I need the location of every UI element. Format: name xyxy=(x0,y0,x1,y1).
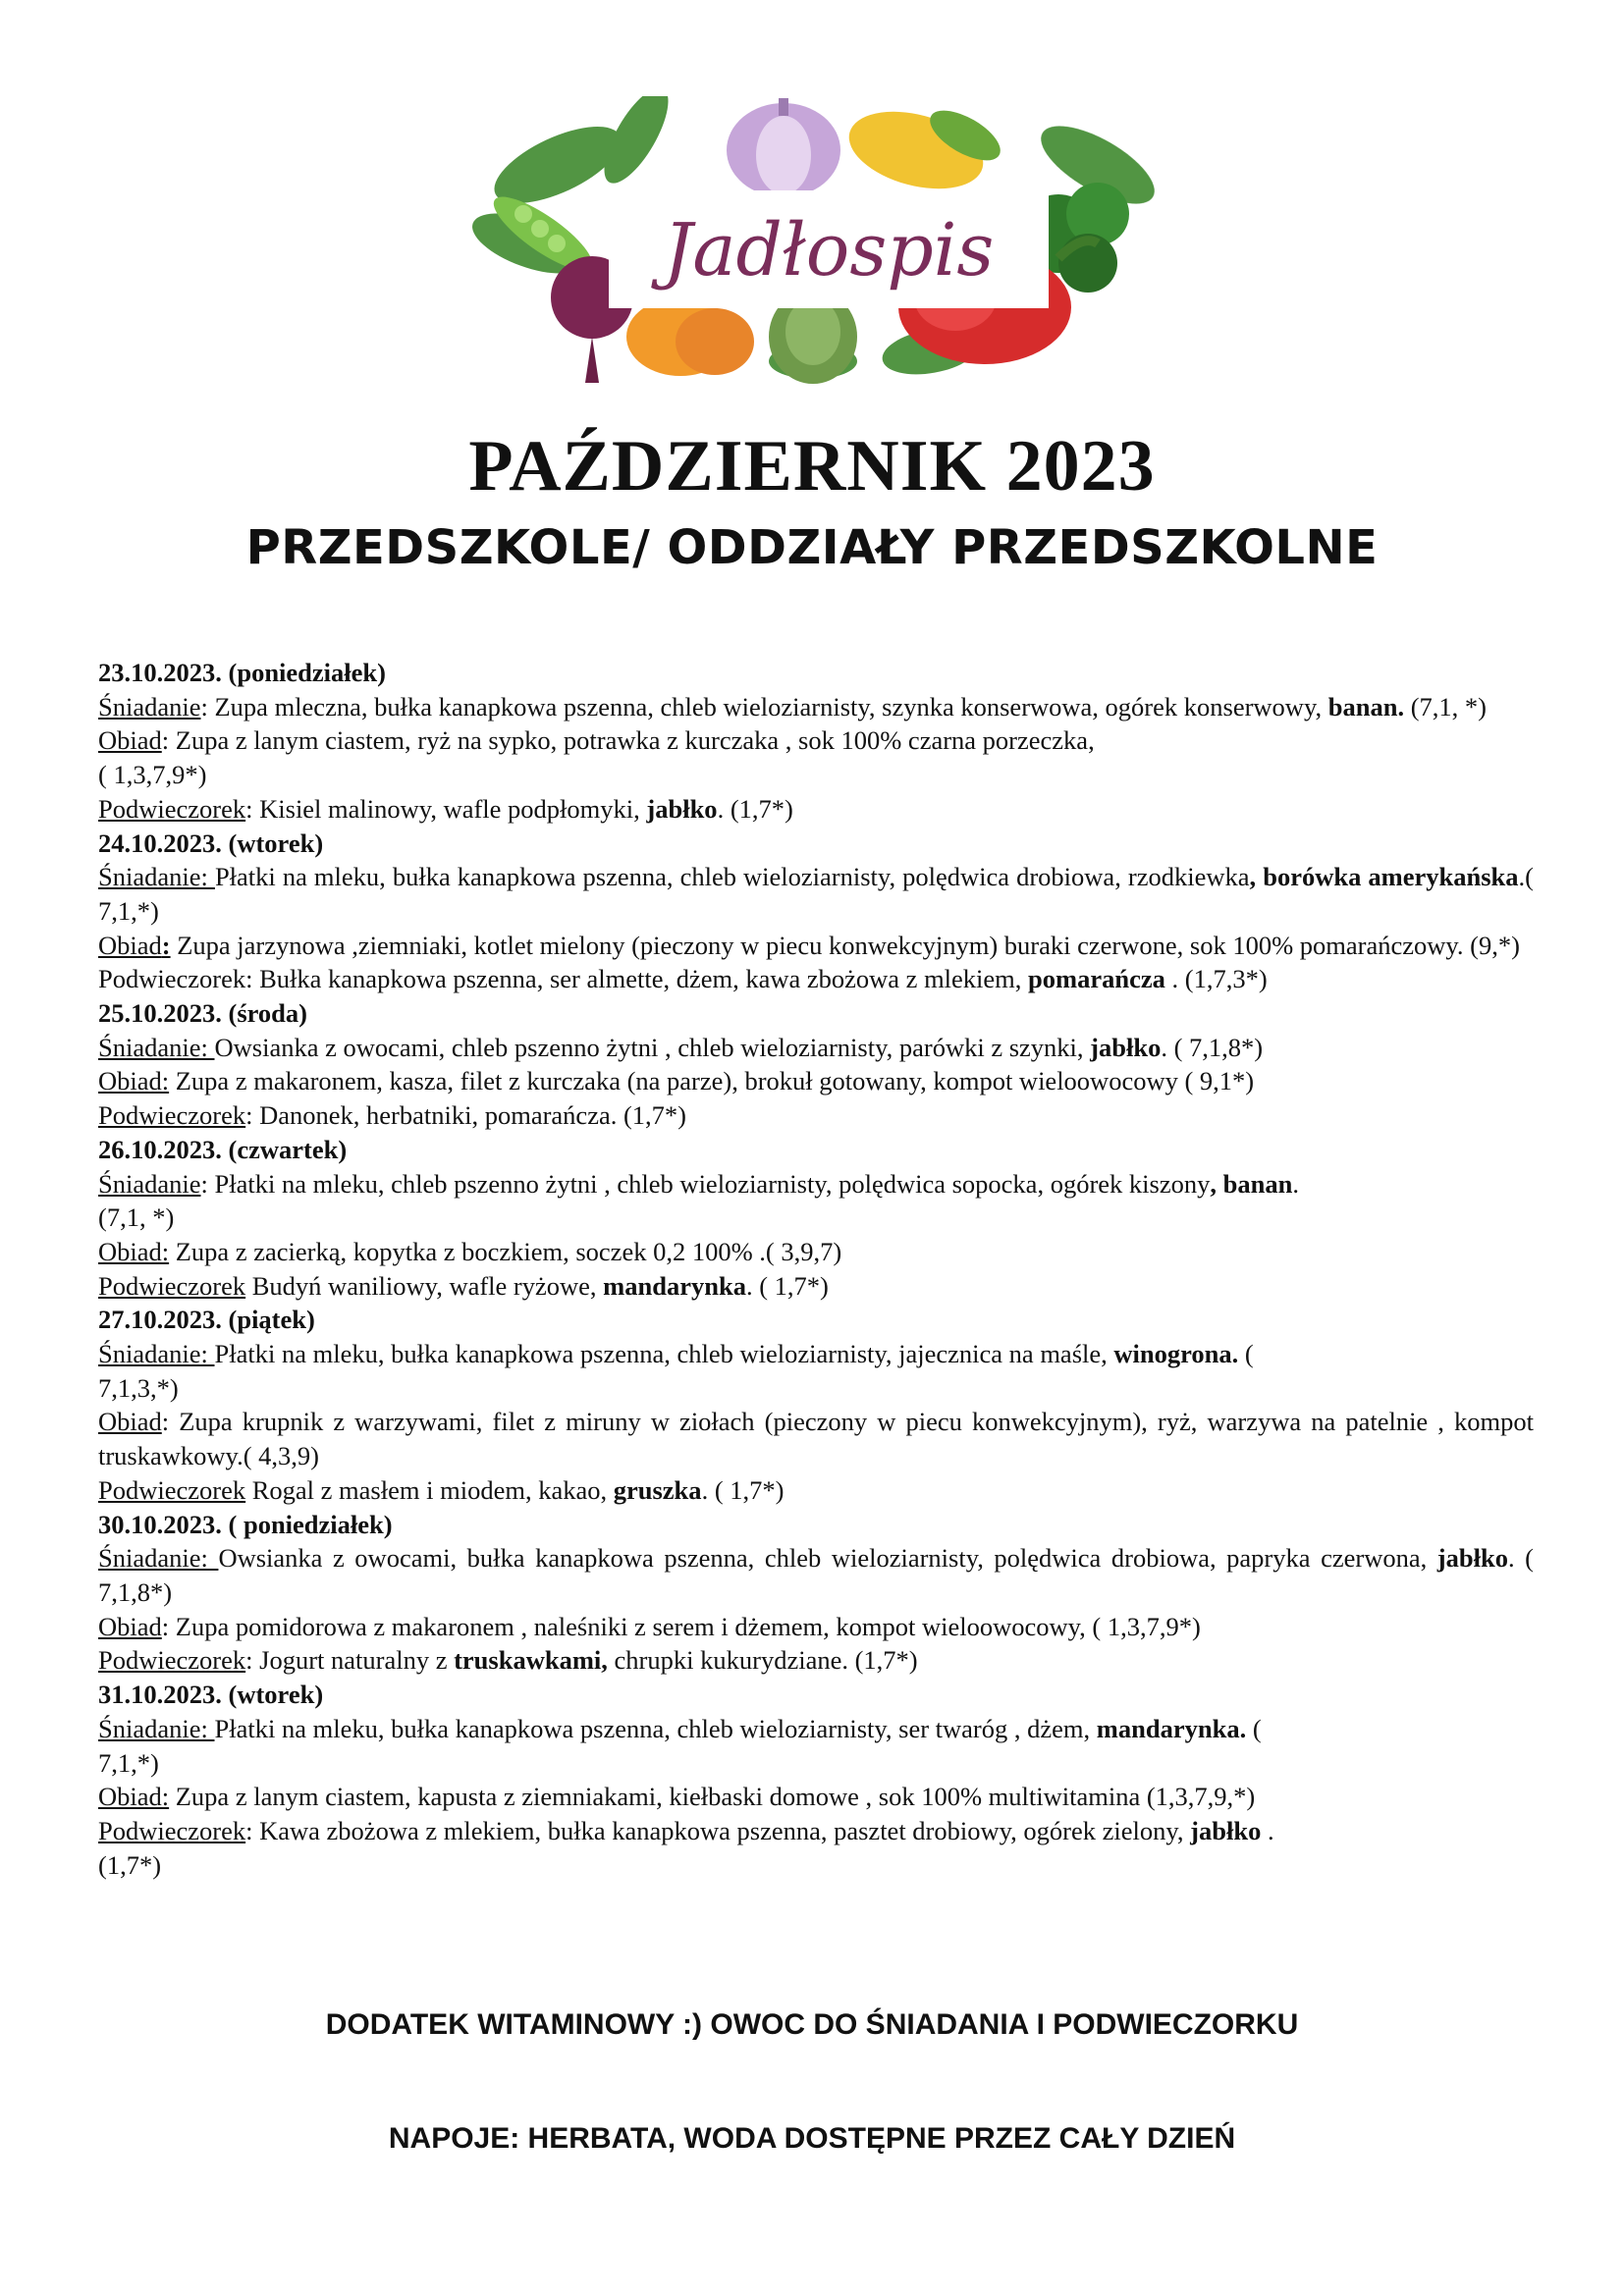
snack-fruit: mandarynka xyxy=(603,1270,746,1301)
day-entry xyxy=(98,827,1534,997)
snack-fruit: pomarańcza xyxy=(1028,964,1165,994)
snack-text: Bułka kanapkowa pszenna, ser almette, dżem, kawa zbożowa z mlekiem, xyxy=(259,964,1029,994)
breakfast-fruit: winogrona. xyxy=(1113,1339,1239,1369)
day-date: 23.10.2023. (poniedziałek) xyxy=(98,658,386,687)
snack-separator: : xyxy=(245,964,260,994)
snack-label: Podwieczorek xyxy=(98,964,246,994)
snack-line xyxy=(98,1473,1534,1508)
breakfast-allergens-line: 7,1,*) xyxy=(98,1747,159,1778)
breakfast-text: Płatki na mleku, chleb pszenno żytni , chleb wieloziarnisty, polędwica sopocka, ogórek kiszony xyxy=(214,1168,1211,1199)
snack-line xyxy=(98,1269,1534,1304)
breakfast-fruit: , banan xyxy=(1210,1168,1293,1199)
day-entry xyxy=(98,656,1534,827)
lunch-line xyxy=(98,1064,1534,1098)
breakfast-label: Śniadanie: xyxy=(98,862,215,892)
day-entry xyxy=(98,1508,1534,1679)
snack-separator xyxy=(245,1475,252,1505)
breakfast-fruit: mandarynka. xyxy=(1096,1713,1247,1743)
lunch-line xyxy=(98,1610,1534,1644)
header xyxy=(0,426,1624,575)
breakfast-allergens: (7,1, *) xyxy=(1404,691,1487,721)
lunch-separator: : xyxy=(161,930,171,960)
lunch-separator: : xyxy=(161,1611,176,1641)
lunch-text: Zupa pomidorowa z makaronem , naleśniki z serem i dżemem, kompot wieloowocowy, ( 1,3,7,9*) xyxy=(175,1611,1201,1641)
snack-allergens: . ( 1,7*) xyxy=(745,1270,829,1301)
lunch-separator xyxy=(169,1782,176,1811)
snack-label: Podwieczorek xyxy=(98,1474,246,1505)
snack-line xyxy=(98,792,1534,827)
breakfast-text: Zupa mleczna, bułka kanapkowa pszenna, chleb wieloziarnisty, szynka konserwowa, ogórek konserwowy, xyxy=(214,691,1328,721)
breakfast-allergens: . ( 7,1,8*) xyxy=(98,1543,1534,1607)
day-entry xyxy=(98,1303,1534,1507)
snack-label: Podwieczorek xyxy=(98,1815,246,1845)
snack-line xyxy=(98,1643,1534,1678)
lunch-line xyxy=(98,1405,1534,1472)
breakfast-fruit: , borówka amerykańska xyxy=(1249,862,1519,892)
day-date: 31.10.2023. (wtorek) xyxy=(98,1680,324,1710)
lunch-text: Zupa z makaronem, kasza, filet z kurczaka (na parze), brokuł gotowany, kompot wieloowocowy ( 9,1*) xyxy=(175,1066,1255,1096)
snack-text: Danonek, herbatniki, pomarańcza. (1,7*) xyxy=(259,1100,686,1131)
lunch-line xyxy=(98,929,1534,963)
breakfast-separator: : xyxy=(200,1168,215,1199)
snack-separator: : xyxy=(245,793,260,824)
snack-allergens-line: (1,7*) xyxy=(98,1849,162,1880)
snack-text: Budyń waniliowy, wafle ryżowe, xyxy=(251,1270,604,1301)
snack-fruit: jabłko xyxy=(646,793,718,824)
breakfast-text: Owsianka z owocami, bułka kanapkowa pszenna, chleb wieloziarnisty, polędwica drobiowa, papryka czerwona, xyxy=(218,1543,1437,1574)
vegetables-wreath-icon xyxy=(469,96,1178,393)
lunch-text: Zupa z zacierką, kopytka z boczkiem, soczek 0,2 100% .( 3,9,7) xyxy=(175,1236,842,1266)
snack-text: Rogal z masłem i miodem, kakao, xyxy=(251,1474,614,1505)
lunch-allergens-line: ( 1,3,7,9*) xyxy=(98,760,207,790)
breakfast-allergens: . xyxy=(1292,1168,1299,1199)
lunch-text: Zupa z lanym ciastem, kapusta z ziemniakami, kiełbaski domowe , sok 100% multiwitamina (1,3,7,9,*) xyxy=(175,1782,1256,1812)
breakfast-line xyxy=(98,1712,1534,1746)
jadlospis-logo xyxy=(469,96,1178,393)
lunch-separator xyxy=(169,1237,176,1266)
lunch-separator xyxy=(169,1066,176,1095)
lunch-line xyxy=(98,1235,1534,1269)
day-date: 24.10.2023. (wtorek) xyxy=(98,828,324,858)
breakfast-line xyxy=(98,1541,1534,1609)
day-entry xyxy=(98,996,1534,1133)
lunch-text: Zupa krupnik z warzywami, filet z miruny w ziołach (pieczony w piecu konwekcyjnym), ryż, warzywa na patelnie , kompot truskawkowy.( 4,3,9) xyxy=(98,1407,1534,1471)
snack-text: Kawa zbożowa z mlekiem, bułka kanapkowa pszenna, pasztet drobiowy, ogórek zielony, xyxy=(259,1815,1191,1845)
lunch-label: Obiad xyxy=(98,725,162,756)
lunch-line xyxy=(98,1780,1534,1814)
lunch-label: Obiad: xyxy=(98,1236,170,1266)
breakfast-text: Płatki na mleku, bułka kanapkowa pszenna, chleb wieloziarnisty, polędwica drobiowa, rzodkiewka xyxy=(214,862,1250,892)
snack-line xyxy=(98,1098,1534,1133)
vitamin-note: DODATEK WITAMINOWY :) OWOC DO ŚNIADANIA I PODWIECZORKU xyxy=(325,2008,1299,2041)
page-title: PAŹDZIERNIK 2023 xyxy=(468,426,1156,507)
day-date: 25.10.2023. (środa) xyxy=(98,998,307,1029)
snack-allergens: . (1,7,3*) xyxy=(1164,964,1268,994)
snack-label: Podwieczorek xyxy=(98,1645,246,1676)
lunch-label: Obiad xyxy=(98,930,162,960)
snack-allergens: . ( 1,7*) xyxy=(701,1474,785,1505)
lunch-separator: : xyxy=(161,725,176,756)
snack-label: Podwieczorek xyxy=(98,1100,246,1131)
snack-allergens: . xyxy=(1261,1815,1274,1845)
breakfast-label: Śniadanie: xyxy=(98,1339,215,1369)
day-date: 27.10.2023. (piątek) xyxy=(98,1305,315,1335)
day-entry xyxy=(98,1133,1534,1304)
breakfast-line xyxy=(98,1167,1534,1201)
lunch-text: Zupa z lanym ciastem, ryż na sypko, potrawka z kurczaka , sok 100% czarna porzeczka, xyxy=(175,725,1095,756)
breakfast-allergens: .( 7,1,*) xyxy=(98,862,1534,926)
breakfast-fruit: banan. xyxy=(1327,691,1405,721)
breakfast-text: Płatki na mleku, bułka kanapkowa pszenna, chleb wieloziarnisty, jajecznica na maśle, xyxy=(214,1339,1114,1369)
breakfast-line xyxy=(98,1337,1534,1371)
breakfast-allergens: ( xyxy=(1238,1339,1254,1369)
lunch-label: Obiad xyxy=(98,1611,162,1641)
snack-separator: : xyxy=(245,1100,260,1131)
lunch-label: Obiad: xyxy=(98,1066,170,1096)
breakfast-text: Płatki na mleku, bułka kanapkowa pszenna, chleb wieloziarnisty, ser twaróg , dżem, xyxy=(214,1713,1097,1743)
snack-text: Kisiel malinowy, wafle podpłomyki, xyxy=(259,793,647,824)
snack-line xyxy=(98,962,1534,996)
breakfast-fruit: jabłko xyxy=(1436,1543,1508,1574)
snack-fruit: jabłko xyxy=(1190,1815,1262,1845)
snack-fruit: gruszka xyxy=(613,1474,702,1505)
lunch-text: Zupa jarzynowa ,ziemniaki, kotlet mielony (pieczony w piecu konwekcyjnym) buraki czerwone, sok 100% pomarańczowy. (9,*) xyxy=(170,930,1520,960)
snack-allergens: chrupki kukurydziane. (1,7*) xyxy=(607,1645,918,1676)
breakfast-label: Śniadanie xyxy=(98,691,201,721)
lunch-label: Obiad: xyxy=(98,1782,170,1812)
breakfast-line xyxy=(98,690,1534,724)
lunch-line xyxy=(98,723,1534,758)
snack-label: Podwieczorek xyxy=(98,793,246,824)
breakfast-allergens: ( xyxy=(1246,1713,1262,1743)
breakfast-label: Śniadanie: xyxy=(98,1713,215,1743)
snack-fruit: truskawkami, xyxy=(454,1645,608,1676)
breakfast-allergens: . ( 7,1,8*) xyxy=(1161,1032,1264,1062)
snack-label: Podwieczorek xyxy=(98,1270,246,1301)
breakfast-fruit: jabłko xyxy=(1090,1032,1162,1062)
breakfast-line xyxy=(98,1031,1534,1065)
snack-line xyxy=(98,1814,1534,1848)
lunch-separator: : xyxy=(161,1407,180,1437)
drinks-note: NAPOJE: HERBATA, WODA DOSTĘPNE PRZEZ CAŁY DZIEŃ xyxy=(388,2122,1236,2155)
breakfast-label: Śniadanie: xyxy=(98,1032,215,1062)
snack-text: Jogurt naturalny z xyxy=(259,1645,455,1676)
snack-separator xyxy=(245,1271,252,1301)
day-date: 26.10.2023. (czwartek) xyxy=(98,1134,348,1164)
breakfast-allergens-line: 7,1,3,*) xyxy=(98,1372,179,1403)
breakfast-label: Śniadanie: xyxy=(98,1543,219,1574)
breakfast-label: Śniadanie xyxy=(98,1168,201,1199)
breakfast-text: Owsianka z owocami, chleb pszenno żytni , chleb wieloziarnisty, parówki z szynki, xyxy=(214,1032,1091,1062)
day-date: 30.10.2023. ( poniedziałek) xyxy=(98,1509,393,1539)
day-entry xyxy=(98,1678,1534,1882)
snack-separator: : xyxy=(245,1815,260,1845)
page-subtitle: PRZEDSZKOLE/ ODDZIAŁY PRZEDSZKOLNE xyxy=(245,520,1379,575)
snack-allergens: . (1,7*) xyxy=(717,793,793,824)
lunch-label: Obiad xyxy=(98,1407,162,1437)
menu-list xyxy=(98,656,1534,1882)
logo-text: Jadłospis xyxy=(663,208,995,293)
snack-separator: : xyxy=(245,1645,260,1676)
breakfast-allergens-line: (7,1, *) xyxy=(98,1202,175,1233)
breakfast-separator: : xyxy=(200,691,215,721)
breakfast-line xyxy=(98,860,1534,928)
